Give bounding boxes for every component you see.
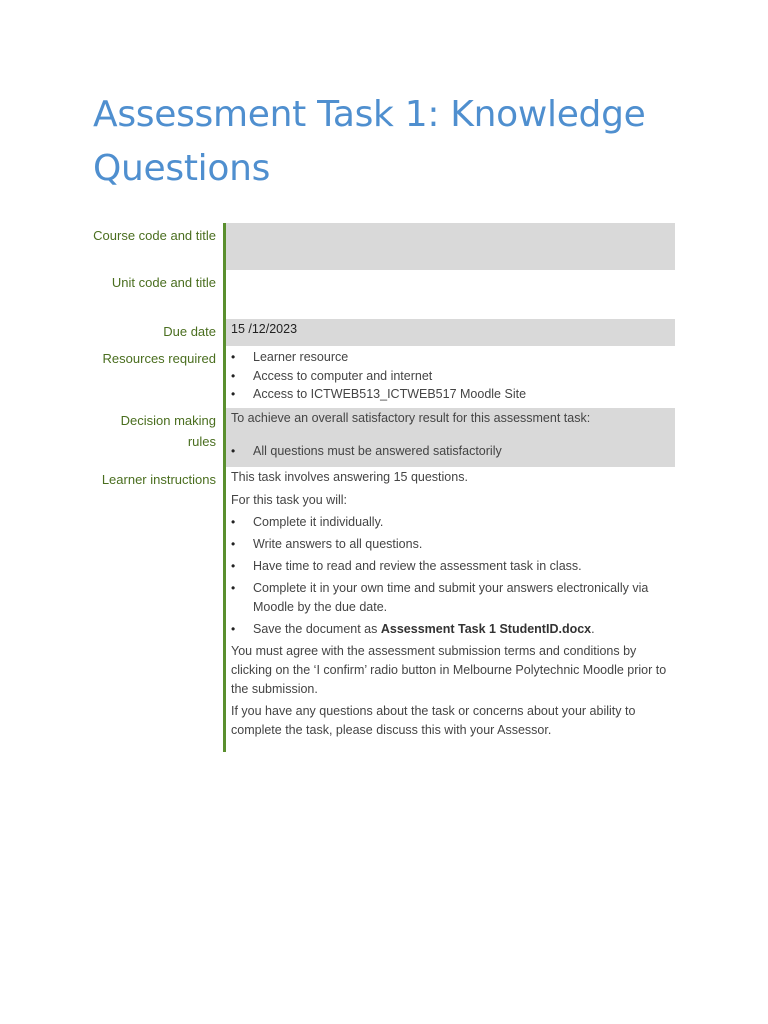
resources-value bbox=[223, 346, 675, 408]
instructions-para: This task involves answering 15 questions. bbox=[231, 470, 468, 484]
unit-value bbox=[223, 270, 675, 319]
resources-row bbox=[93, 346, 675, 408]
instructions-list bbox=[231, 513, 669, 638]
unit-label: Unit code and title bbox=[111, 275, 216, 290]
decision-rules-label: Decision making rules bbox=[120, 413, 216, 449]
list-item: • All questions must be answered satisfactorily bbox=[231, 442, 669, 461]
due-date-value: 15 /12/2023 bbox=[223, 319, 675, 346]
list-item: • Access to ICTWEB513_ICTWEB517 Moodle Site bbox=[231, 385, 669, 404]
learner-instructions-row bbox=[93, 467, 675, 752]
list-item: • Complete it individually. bbox=[231, 513, 669, 532]
save-prefix: Save the document as bbox=[253, 621, 381, 636]
save-filename: Assessment Task 1 StudentID.docx bbox=[380, 621, 592, 636]
instructions-para: For this task you will: bbox=[231, 492, 348, 507]
assessment-info-table bbox=[93, 223, 675, 752]
due-date-row bbox=[93, 319, 675, 346]
list-item-save bbox=[231, 620, 669, 639]
due-date-label: Due date bbox=[163, 324, 216, 339]
learner-instructions-label: Learner instructions bbox=[101, 472, 216, 487]
list-item: • Write answers to all questions. bbox=[231, 535, 669, 554]
list-item: • Access to computer and internet bbox=[231, 367, 669, 386]
instructions-para: If you have any questions about the task or concerns about your ability to complete the task, please discuss this with your Assessor. bbox=[231, 704, 636, 737]
decision-rules-intro: To achieve an overall satisfactory result for this assessment task: bbox=[231, 411, 591, 425]
instructions-para: You must agree with the assessment submission terms and conditions by clicking on the ‘I confirm’ radio button in Melbourne Polytechnic Moodle prior to the submission. bbox=[231, 643, 667, 696]
page-title: Assessment Task 1: Knowledge Questions bbox=[93, 94, 646, 189]
course-row bbox=[93, 223, 675, 270]
course-value bbox=[223, 223, 675, 270]
list-item: • Complete it in your own time and submit your answers electronically via Moodle by the due date. bbox=[231, 579, 669, 616]
decision-rules-row bbox=[93, 408, 675, 467]
save-suffix: . bbox=[591, 621, 595, 636]
unit-row bbox=[93, 270, 675, 319]
list-item: • Have time to read and review the assessment task in class. bbox=[231, 557, 669, 576]
decision-rules-list bbox=[231, 442, 669, 461]
resources-label: Resources required bbox=[102, 351, 216, 366]
resources-list bbox=[231, 348, 669, 404]
course-label: Course code and title bbox=[93, 228, 216, 243]
decision-rules-value bbox=[223, 408, 675, 467]
learner-instructions-value bbox=[223, 467, 675, 752]
list-item: • Learner resource bbox=[231, 348, 669, 367]
